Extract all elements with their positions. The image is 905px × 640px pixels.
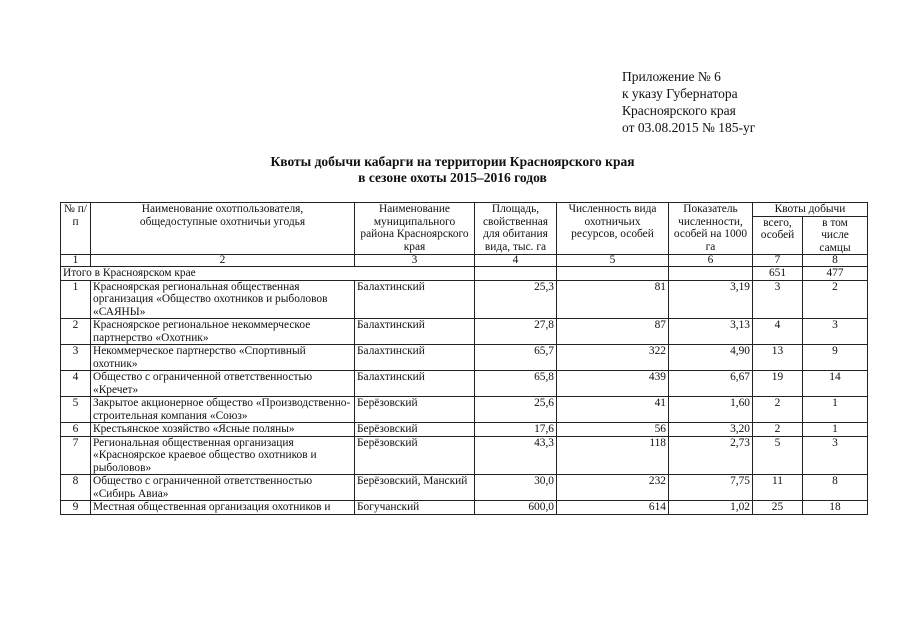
row-density: 1,02	[669, 501, 753, 515]
row-density: 1,60	[669, 397, 753, 423]
row-name: Местная общественная организация охотников и	[91, 501, 355, 515]
appendix-block	[622, 68, 755, 136]
row-density: 4,90	[669, 345, 753, 371]
total-row	[61, 267, 868, 281]
total-population	[557, 267, 669, 281]
row-name: Закрытое акционерное общество «Производственно-строительная компания «Союз»	[91, 397, 355, 423]
row-district: Балахтинский	[355, 371, 475, 397]
row-population: 81	[557, 280, 669, 319]
row-quota-total: 4	[753, 319, 803, 345]
header-population: Численность вида охотничьих ресурсов, особей	[557, 203, 669, 255]
header-density: Показатель численности, особей на 1000 га	[669, 203, 753, 255]
row-district: Берёзовский	[355, 423, 475, 437]
row-population: 439	[557, 371, 669, 397]
row-num: 4	[61, 371, 91, 397]
row-quota-female: 3	[803, 319, 868, 345]
row-area: 30,0	[475, 475, 557, 501]
row-quota-total: 3	[753, 280, 803, 319]
row-num: 3	[61, 345, 91, 371]
appendix-line: Красноярского края	[622, 103, 736, 118]
appendix-line: от 03.08.2015 № 185-уг	[622, 120, 756, 135]
row-district: Богучанский	[355, 501, 475, 515]
total-area	[475, 267, 557, 281]
column-number: 8	[803, 255, 868, 267]
row-density: 3,19	[669, 280, 753, 319]
row-name: Некоммерческое партнерство «Спортивный охотник»	[91, 345, 355, 371]
header-area: Площадь, свойственная для обитания вида, тыс. га	[475, 203, 557, 255]
row-population: 41	[557, 397, 669, 423]
column-number: 2	[91, 255, 355, 267]
row-name: Общество с ограниченной ответственностью «Кречет»	[91, 371, 355, 397]
row-num: 6	[61, 423, 91, 437]
row-num: 7	[61, 436, 91, 475]
header-quota: Квоты добычи	[753, 203, 868, 217]
row-area: 65,8	[475, 371, 557, 397]
row-quota-total: 2	[753, 397, 803, 423]
column-number: 3	[355, 255, 475, 267]
table-row	[61, 319, 868, 345]
row-quota-total: 19	[753, 371, 803, 397]
table-row	[61, 371, 868, 397]
row-name: Красноярская региональная общественная организация «Общество охотников и рыболовов «САЯНЫ»	[91, 280, 355, 319]
appendix-line: Приложение № 6	[622, 69, 721, 84]
row-quota-female: 18	[803, 501, 868, 515]
total-density	[669, 267, 753, 281]
row-density: 2,73	[669, 436, 753, 475]
row-quota-total: 13	[753, 345, 803, 371]
column-number: 1	[61, 255, 91, 267]
row-quota-female: 8	[803, 475, 868, 501]
row-quota-total: 5	[753, 436, 803, 475]
header-name: Наименование охотпользователя, общедоступные охотничьи угодья	[91, 203, 355, 255]
row-quota-total: 25	[753, 501, 803, 515]
row-quota-total: 11	[753, 475, 803, 501]
row-name: Общество с ограниченной ответственностью «Сибирь Авиа»	[91, 475, 355, 501]
table-row	[61, 397, 868, 423]
document-title	[0, 154, 905, 186]
column-number-row	[61, 255, 868, 267]
appendix-line: к указу Губернатора	[622, 86, 738, 101]
column-number: 7	[753, 255, 803, 267]
column-number: 6	[669, 255, 753, 267]
row-area: 43,3	[475, 436, 557, 475]
total-label: Итого в Красноярском крае	[61, 267, 475, 281]
row-density: 3,20	[669, 423, 753, 437]
row-area: 17,6	[475, 423, 557, 437]
title-line: в сезоне охоты 2015–2016 годов	[358, 170, 547, 185]
row-district: Балахтинский	[355, 345, 475, 371]
column-number: 4	[475, 255, 557, 267]
row-area: 65,7	[475, 345, 557, 371]
total-quota: 651	[753, 267, 803, 281]
row-area: 600,0	[475, 501, 557, 515]
row-population: 322	[557, 345, 669, 371]
header-num: № п/п	[61, 203, 91, 255]
row-district: Берёзовский	[355, 397, 475, 423]
row-district: Балахтинский	[355, 280, 475, 319]
row-population: 87	[557, 319, 669, 345]
row-quota-female: 9	[803, 345, 868, 371]
header-district: Наименование муниципального района Красноярского края	[355, 203, 475, 255]
row-quota-female: 1	[803, 423, 868, 437]
quota-table	[60, 202, 868, 515]
table-row	[61, 423, 868, 437]
row-num: 5	[61, 397, 91, 423]
row-name: Региональная общественная организация «Красноярское краевое общество охотников и рыболовов»	[91, 436, 355, 475]
row-area: 25,6	[475, 397, 557, 423]
row-quota-female: 14	[803, 371, 868, 397]
row-district: Балахтинский	[355, 319, 475, 345]
header-quota-female: в том числе самцы	[803, 216, 868, 255]
table-row	[61, 280, 868, 319]
row-population: 56	[557, 423, 669, 437]
row-num: 9	[61, 501, 91, 515]
row-population: 614	[557, 501, 669, 515]
row-name: Красноярское региональное некоммерческое партнерство «Охотник»	[91, 319, 355, 345]
row-num: 1	[61, 280, 91, 319]
total-quota-female: 477	[803, 267, 868, 281]
row-population: 118	[557, 436, 669, 475]
row-num: 8	[61, 475, 91, 501]
header-quota-total: всего, особей	[753, 216, 803, 255]
row-district: Берёзовский	[355, 436, 475, 475]
row-density: 3,13	[669, 319, 753, 345]
row-area: 25,3	[475, 280, 557, 319]
table-row	[61, 475, 868, 501]
table-row	[61, 436, 868, 475]
row-quota-female: 1	[803, 397, 868, 423]
title-line: Квоты добычи кабарги на территории Красноярского края	[270, 154, 635, 169]
row-density: 6,67	[669, 371, 753, 397]
column-number: 5	[557, 255, 669, 267]
table-row	[61, 345, 868, 371]
row-num: 2	[61, 319, 91, 345]
row-population: 232	[557, 475, 669, 501]
row-district: Берёзовский, Манский	[355, 475, 475, 501]
row-name: Крестьянское хозяйство «Ясные поляны»	[91, 423, 355, 437]
row-quota-total: 2	[753, 423, 803, 437]
table-row	[61, 501, 868, 515]
row-area: 27,8	[475, 319, 557, 345]
row-density: 7,75	[669, 475, 753, 501]
row-quota-female: 2	[803, 280, 868, 319]
row-quota-female: 3	[803, 436, 868, 475]
